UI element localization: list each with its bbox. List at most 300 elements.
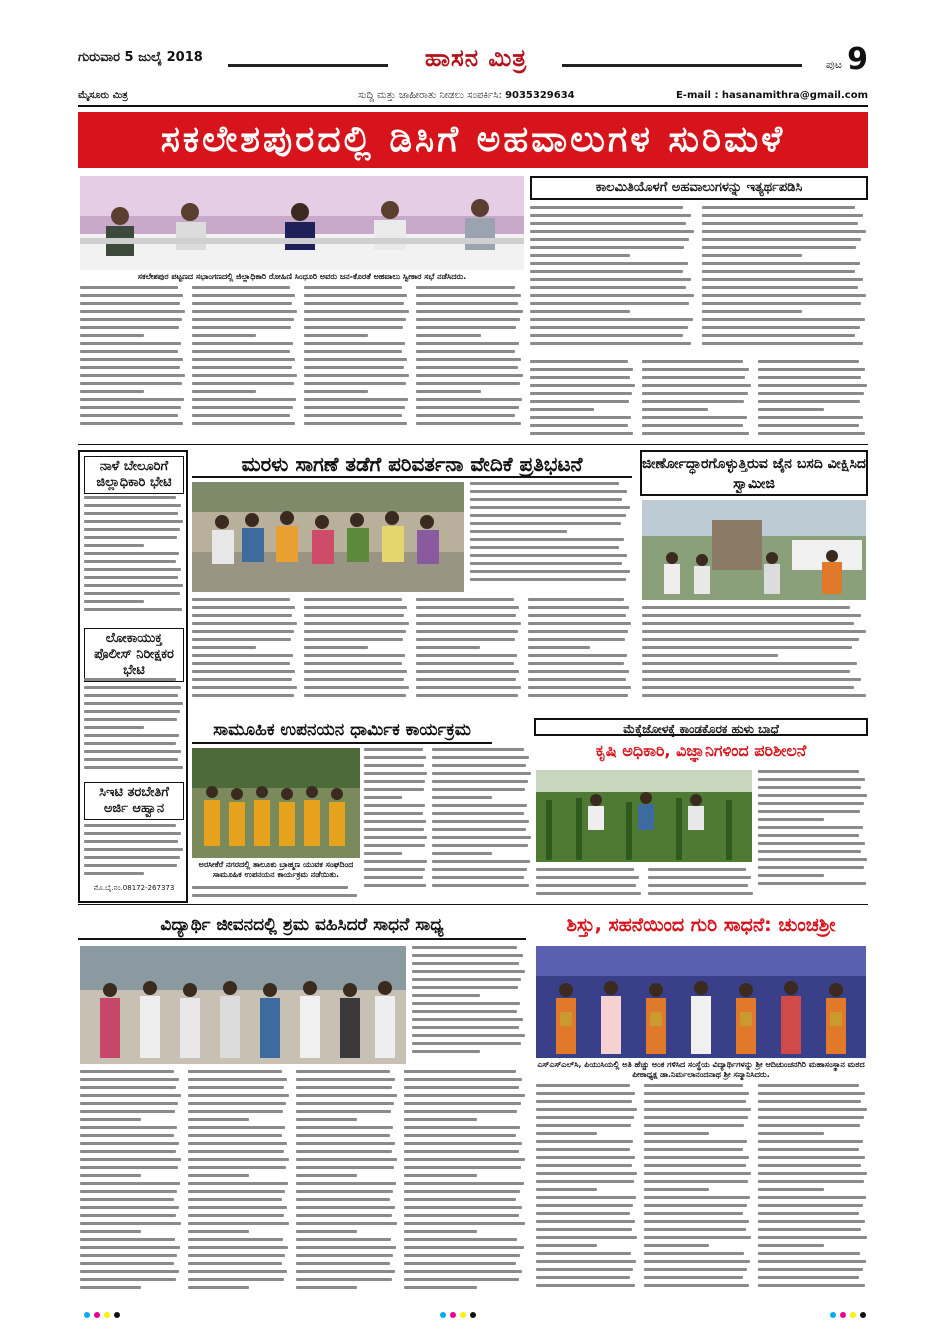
text-line [304,398,408,401]
text-line [296,1230,357,1233]
text-line [416,422,521,425]
text-line [758,826,863,829]
text-line [536,1220,635,1223]
upanayana-photo [192,748,360,858]
text-line [84,512,178,515]
text-line [536,1092,635,1095]
page-number: 9 [847,42,868,77]
text-line [758,1124,860,1127]
text-line [758,1084,859,1087]
text-line [758,360,859,363]
text-line [296,1126,393,1129]
text-line [188,1126,285,1129]
masthead-rule-right [562,64,802,67]
text-line [702,302,861,305]
text-line [84,568,181,571]
text-line [192,326,291,329]
text-line [188,1158,289,1161]
text-line [536,1244,597,1247]
text-line [404,1142,522,1145]
text-line [642,416,747,419]
text-line [404,1174,477,1177]
text-line [758,874,824,877]
text-line [416,398,522,401]
text-line [192,318,294,321]
text-line [530,342,691,345]
text-column [644,1084,752,1296]
text-line [416,358,521,361]
text-line [528,694,628,697]
side-story-headline: ಕಾಲಮಿತಿಯೊಳಗೆ ಅಹವಾಲುಗಳನ್ನು ಇತ್ಯರ್ಥಪಡಿಸಿ [530,176,868,200]
text-line [702,318,865,321]
text-line [758,1196,866,1199]
text-line [80,1150,176,1153]
text-line [404,1110,517,1113]
text-line [758,408,824,411]
text-line [304,678,404,681]
text-line [536,1124,631,1127]
text-line [80,1206,179,1209]
text-line [404,1278,519,1281]
text-column [296,1070,398,1296]
text-line [80,390,144,393]
text-line [304,318,406,321]
text-line [416,614,516,617]
text-line [296,1166,394,1169]
text-line [416,390,481,393]
text-line [192,390,256,393]
text-line [364,764,424,767]
text-line [702,222,858,225]
text-line [296,1150,392,1153]
masthead-rule-left [228,64,388,67]
text-line [758,866,864,869]
text-line [530,400,629,403]
text-line [536,1212,630,1215]
text-line [188,1070,282,1073]
text-line [296,1142,395,1145]
text-line [296,1190,393,1193]
text-line [84,864,177,867]
text-line [530,246,684,249]
text-line [530,416,631,419]
text-line [304,422,407,425]
text-line [758,882,866,885]
text-column [404,1070,526,1296]
protest-photo [192,482,464,592]
text-line [644,1172,751,1175]
text-line [80,406,181,409]
text-line [416,326,516,329]
text-line [758,770,859,773]
text-line [304,662,402,665]
text-line [416,286,515,289]
text-line [364,788,424,791]
text-line [80,1222,181,1225]
text-line [84,536,177,539]
text-line [702,270,855,273]
text-line [530,368,633,371]
text-line [304,638,403,641]
maize-headline: ಕೃಷಿ ಅಧಿಕಾರಿ, ವಿಜ್ಞಾನಿಗಳಿಂದ ಪರಿಶೀಲನೆ [595,741,807,760]
text-line [758,1188,824,1191]
text-line [536,1148,630,1151]
text-line [536,1236,637,1239]
text-line [416,694,518,697]
text-line [84,872,144,875]
text-line [416,302,518,305]
text-line [758,384,867,387]
text-line [470,578,626,581]
text-line [642,646,852,649]
text-line [470,530,567,533]
text-line [536,1132,597,1135]
text-line [536,884,636,887]
text-line [416,294,521,297]
text-column [80,1070,182,1296]
text-line [80,1262,174,1265]
text-line [296,1198,390,1201]
text-line [80,1110,175,1113]
text-line [530,238,689,241]
text-line [404,1166,521,1169]
text-line [80,286,178,289]
text-column [536,868,642,898]
text-line [84,560,176,563]
text-line [404,1214,519,1217]
text-line [530,408,594,411]
text-line [758,1260,866,1263]
text-line [188,1182,288,1185]
text-line [416,342,519,345]
text-line [192,398,296,401]
text-line [80,1230,141,1233]
text-column [84,678,184,778]
text-line [536,868,634,871]
text-column [648,868,754,898]
text-line [412,1002,520,1005]
text-line [80,1270,179,1273]
text-column [84,496,184,622]
text-line [296,1238,391,1241]
text-line [84,694,178,697]
text-line [84,856,180,859]
text-line [530,222,686,225]
text-line [536,1164,632,1167]
text-line [412,1050,480,1053]
text-line [304,598,402,601]
text-line [188,1246,288,1249]
text-line [296,1254,393,1257]
text-line [192,350,290,353]
text-line [84,576,178,579]
text-line [530,334,683,337]
text-line [470,538,624,541]
text-line [304,326,403,329]
text-line [644,1260,750,1263]
upanayana-headline: ಸಾಮೂಹಿಕ ಉಪನಯನ ಧಾರ್ಮಿಕ ಕಾರ್ಯಕ್ರಮ [192,716,492,744]
text-line [188,1270,287,1273]
text-line [702,246,856,249]
text-line [642,424,743,427]
text-line [530,286,686,289]
text-line [80,1118,141,1121]
text-line [84,710,180,713]
text-line [80,374,185,377]
text-line [80,1254,177,1257]
text-line [304,614,404,617]
text-line [84,840,178,843]
text-line [80,1190,177,1193]
text-line [528,646,590,649]
text-line [80,398,184,401]
text-line [530,262,688,265]
text-line [642,678,861,681]
text-line [364,852,402,855]
text-line [304,630,406,633]
text-line [642,392,748,395]
contact-phone: 9035329634 [505,90,575,101]
text-line [758,1092,865,1095]
text-line [84,766,183,769]
text-line [188,1150,284,1153]
text-line [304,310,409,313]
contact-line [358,90,575,101]
text-column [192,598,298,710]
text-line [80,310,185,313]
text-line [758,1228,861,1231]
text-line [432,836,531,839]
text-line [758,392,864,395]
text-line [192,678,292,681]
text-line [304,334,368,337]
text-line [758,1236,867,1239]
maize-field-photo [536,770,752,862]
text-line [404,1070,516,1073]
text-line [528,622,631,625]
text-column [364,748,428,898]
text-line [404,1126,520,1129]
text-line [304,406,405,409]
text-line [412,1018,523,1021]
text-line [84,504,181,507]
text-line [758,818,824,821]
text-line [530,424,628,427]
text-column [432,748,532,898]
text-line [192,294,295,297]
text-line [192,614,292,617]
text-line [530,392,632,395]
text-line [528,638,625,641]
text-line [192,310,297,313]
page-label: ಪುಟ [825,58,842,71]
text-line [530,318,693,321]
text-line [416,654,517,657]
text-line [432,876,524,879]
text-line [416,406,519,409]
text-line [188,1110,283,1113]
text-line [404,1198,516,1201]
text-line [530,294,694,297]
text-line [530,230,694,233]
text-line [404,1230,477,1233]
text-line [296,1134,390,1137]
text-line [536,1204,633,1207]
text-line [536,1172,637,1175]
text-line [192,894,357,897]
text-line [530,206,683,209]
text-line [758,1252,860,1255]
text-line [644,1252,744,1255]
text-line [758,1116,864,1119]
banner-headline: ಸಕಲೇಶಪುರದಲ್ಲಿ ಡಿಸಿಗೆ ಅಹವಾಲುಗಳ ಸುರಿಮಳೆ [78,112,868,168]
text-line [644,1228,746,1231]
text-line [470,546,619,549]
text-line [80,1198,174,1201]
text-line [80,1070,174,1073]
text-line [404,1158,525,1161]
text-line [296,1182,396,1185]
text-line [304,606,407,609]
text-line [84,528,180,531]
text-line [470,482,619,485]
text-line [84,832,181,835]
text-line [80,1246,180,1249]
text-line [416,350,515,353]
text-line [530,270,683,273]
text-line [404,1182,524,1185]
text-line [758,1156,865,1159]
text-line [404,1254,520,1257]
text-line [536,1084,630,1087]
text-line [536,1284,635,1287]
text-line [412,962,519,965]
text-line [412,978,521,981]
text-line [404,1286,477,1289]
text-line [412,1034,525,1037]
text-column [192,286,298,436]
text-line [404,1094,525,1097]
text-line [188,1102,286,1105]
text-line [404,1190,520,1193]
text-line [84,678,176,681]
text-line [530,254,630,257]
text-line [364,820,426,823]
text-column [416,598,522,710]
text-line [188,1142,287,1145]
text-line [416,638,515,641]
text-line [642,622,854,625]
text-line [364,860,427,863]
text-line [84,592,180,595]
text-line [84,608,182,611]
text-line [642,384,751,387]
text-line [192,422,295,425]
text-line [296,1110,391,1113]
text-line [404,1134,516,1137]
text-line [188,1286,249,1289]
text-line [702,342,863,345]
text-line [416,622,521,625]
text-line [80,1182,180,1185]
contact-email: E-mail : hasanamithra@gmail.com [675,90,868,101]
text-line [648,868,746,871]
text-line [528,678,626,681]
text-line [758,858,867,861]
text-line [528,662,624,665]
text-line [296,1286,357,1289]
masthead [78,44,868,90]
text-line [644,1236,751,1239]
text-line [536,1196,636,1199]
text-line [80,358,183,361]
text-line [470,514,626,517]
text-line [84,520,183,523]
text-line [192,406,293,409]
text-line [412,994,480,997]
text-column [530,360,636,440]
text-line [758,1284,865,1287]
text-line [192,670,295,673]
text-line [188,1206,287,1209]
text-line [432,852,492,855]
text-line [304,342,405,345]
text-line [758,1276,859,1279]
text-line [758,1204,863,1207]
text-line [432,796,492,799]
text-line [412,1026,519,1029]
text-line [304,286,402,289]
text-line [758,850,861,853]
text-line [644,1124,744,1127]
text-line [758,1212,859,1215]
text-line [432,812,524,815]
brief-headline-2: ಲೋಕಾಯುಕ್ತ ಪೊಲೀಸ್ ನಿರೀಕ್ಷಕರ ಭೇಟಿ [84,628,184,682]
text-line [432,804,527,807]
text-line [296,1070,390,1073]
text-line [192,686,297,689]
text-line [404,1206,522,1209]
text-line [192,334,256,337]
text-line [702,286,858,289]
text-line [528,614,626,617]
text-line [702,278,863,281]
text-line [192,662,290,665]
text-line [432,860,530,863]
text-line [364,828,424,831]
student-headline: ವಿದ್ಯಾರ್ಥಿ ಜೀವನದಲ್ಲಿ ಶ್ರಮ ವಹಿಸಿದರೆ ಸಾಧನೆ ಸಾಧ್ಯ [78,910,526,940]
info-bar [78,90,868,104]
text-line [758,1164,861,1167]
text-line [758,1108,867,1111]
contact-label: ಸುದ್ದಿ ಮತ್ತು ಜಾಹೀರಾತು ನೀಡಲು ಸಂಪರ್ಕಿಸಿ: [358,90,502,101]
text-line [364,876,423,879]
text-line [304,350,402,353]
text-line [758,1268,863,1271]
text-line [304,654,405,657]
text-line [702,206,855,209]
text-line [80,422,183,425]
text-line [412,986,518,989]
student-photo [80,946,406,1064]
text-line [416,686,521,689]
felicitation-caption: ಎಸ್ಎಸ್ಎಲ್‌ಸಿ, ಪಿಯುಸಿಯಲ್ಲಿ ಅತಿ ಹೆಚ್ಚು ಅಂಕ ಗಳಿಸಿದ ಸಂಸ್ಥೆಯ ವಿದ್ಯಾರ್ಥಿಗಳನ್ನು ಶ್ರೀ ಆದಿಚುಂಚನಗಿರಿ ಮಹಾಸಂಸ್ಥಾನ ಮಠದ ಪೀಠಾಧ್ಯಕ್ಷ ಡಾ.ನಿರ್ಮಲಾನಂದನಾಥ ಶ್ರೀ ಸನ್ಮಾನಿಸಿದರು. [537,1060,865,1079]
text-line [192,638,291,641]
text-line [644,1108,751,1111]
text-line [642,408,708,411]
text-column [188,1070,290,1296]
text-line [416,678,516,681]
